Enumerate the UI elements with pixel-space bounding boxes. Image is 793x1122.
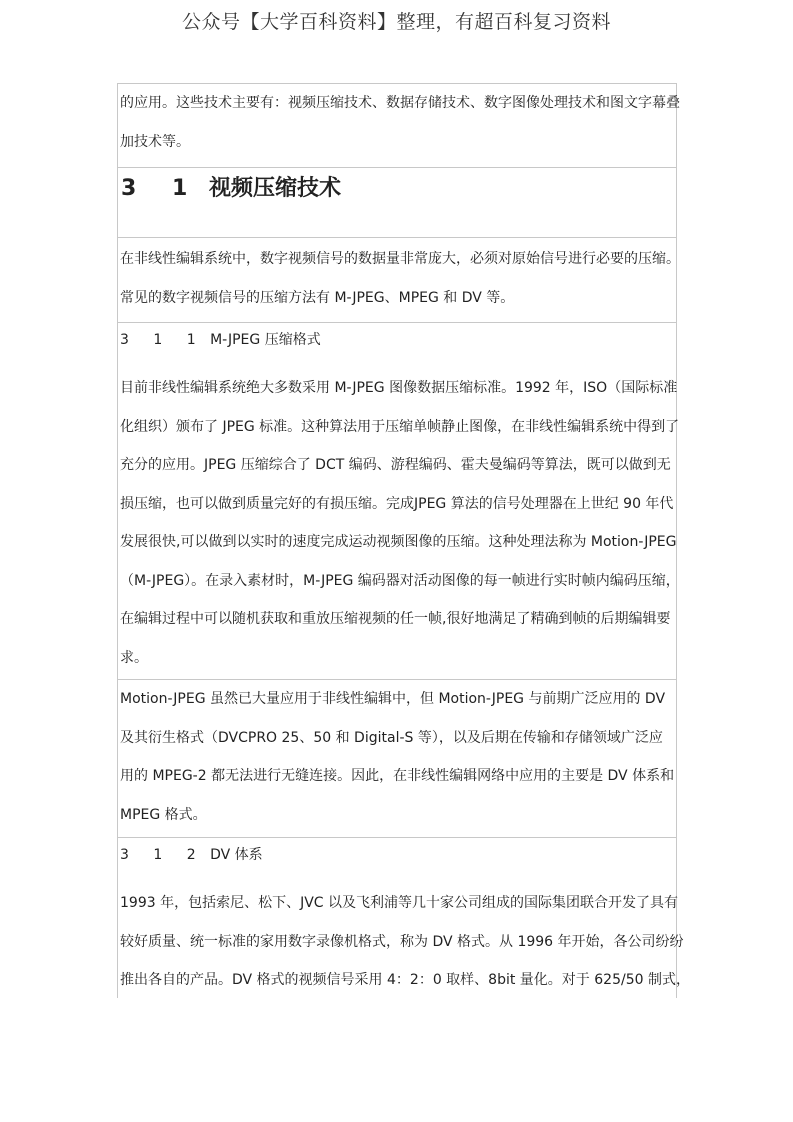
text-line: 目前非线性编辑系统绝大多数采用 M-JPEG 图像数据压缩标准。1992 年，ISO（国际标准 bbox=[120, 380, 678, 396]
text-line: 充分的应用。JPEG 压缩综合了 DCT 编码、游程编码、霍夫曼编码等算法，既可以做到无 bbox=[120, 457, 671, 473]
text-line: 求。 bbox=[120, 649, 148, 666]
text-line: 常见的数字视频信号的压缩方法有 M-JPEG、MPEG 和 DV 等。 bbox=[120, 289, 515, 306]
section-title: 视频压缩技术 bbox=[208, 176, 341, 201]
section-number: 3 1 bbox=[121, 176, 202, 201]
document-body bbox=[117, 83, 690, 998]
page-header-title: 公众号【大学百科资料】整理，有超百科复习资料 bbox=[181, 11, 611, 33]
text-line: 化组织）颁布了 JPEG 标准。这种算法用于压缩单帧静止图像，在非线性编辑系统中得到了 bbox=[120, 418, 680, 435]
text-line: 加技术等。 bbox=[120, 133, 190, 150]
section-number: 3 1 1 bbox=[120, 332, 206, 348]
text-line: Motion-JPEG 虽然已大量应用于非线性编辑中，但 Motion-JPEG 与前期广泛应用的 DV bbox=[120, 691, 666, 707]
paragraph-compression-intro bbox=[118, 238, 680, 323]
text-line: 推出各自的产品。DV 格式的视频信号采用 4：2：0 取样、8bit 量化。对于 625/50 制式， bbox=[120, 972, 690, 988]
text-line: 在非线性编辑系统中，数字视频信号的数据量非常庞大，必须对原始信号进行必要的压缩。 bbox=[120, 251, 680, 267]
text-line: MPEG 格式。 bbox=[120, 806, 207, 823]
paragraph-motion-jpeg bbox=[118, 680, 676, 838]
paragraph-intro bbox=[118, 84, 680, 168]
text-line: 在编辑过程中可以随机获取和重放压缩视频的任一帧,很好地满足了精确到帧的后期编辑要 bbox=[120, 611, 671, 627]
section-heading-3-1-2 bbox=[118, 838, 676, 884]
paragraph-dv bbox=[118, 884, 690, 998]
section-title: DV 体系 bbox=[210, 847, 263, 863]
paragraph-mjpeg bbox=[118, 369, 680, 680]
section-title: M-JPEG 压缩格式 bbox=[210, 332, 321, 348]
text-line: 较好质量、统一标准的家用数字录像机格式，称为 DV 格式。从 1996 年开始，各公司纷纷 bbox=[120, 933, 684, 950]
section-number: 3 1 2 bbox=[120, 847, 206, 863]
text-line: 用的 MPEG-2 都无法进行无缝连接。因此，在非线性编辑网络中应用的主要是 DV 体系和 bbox=[120, 768, 675, 784]
text-line: （M-JPEG）。在录入素材时，M-JPEG 编码器对活动图像的每一帧进行实时帧内编码压缩， bbox=[120, 572, 680, 589]
text-line: 1993 年，包括索尼、松下、JVC 以及飞利浦等几十家公司组成的国际集团联合开发了具有 bbox=[120, 895, 679, 911]
text-line: 及其衍生格式（DVCPRO 25、50 和 Digital-S 等），以及后期在传输和存储领域广泛应 bbox=[120, 729, 663, 746]
text-line: 发展很快,可以做到以实时的速度完成运动视频图像的压缩。这种处理法称为 Motion-JPEG bbox=[120, 534, 677, 550]
section-heading-3-1 bbox=[118, 168, 676, 238]
text-line: 损压缩，也可以做到质量完好的有损压缩。完成JPEG 算法的信号处理器在上世纪 90 年代 bbox=[120, 495, 674, 512]
text-line: 的应用。这些技术主要有：视频压缩技术、数据存储技术、数字图像处理技术和图文字幕叠 bbox=[120, 95, 680, 111]
